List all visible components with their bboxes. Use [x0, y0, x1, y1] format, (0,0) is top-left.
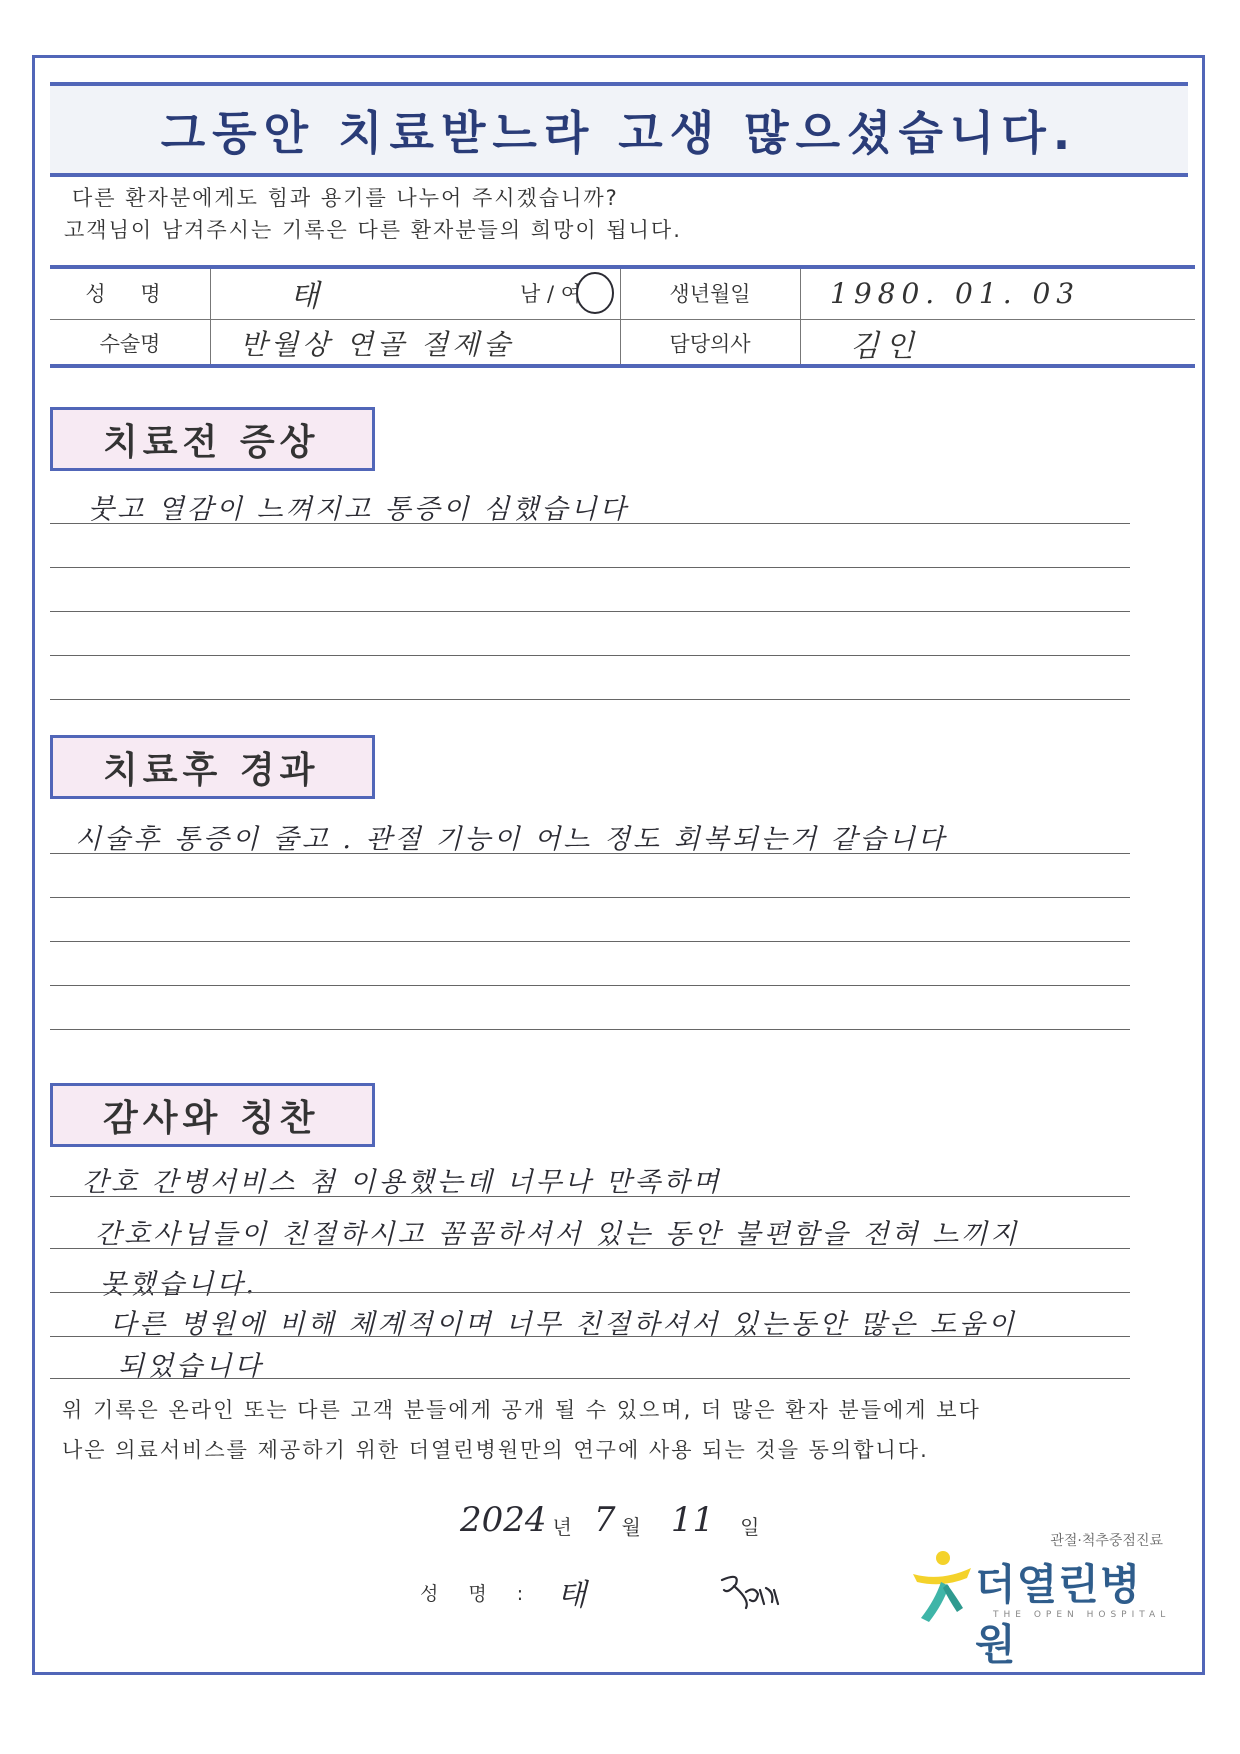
name-value[interactable]: 태 [290, 279, 319, 314]
writing-line [50, 567, 1130, 568]
date-year-suffix: 년 [552, 1515, 572, 1539]
handwritten-line[interactable]: 되었습니다 [118, 1351, 264, 1382]
writing-line [50, 1378, 1130, 1379]
writing-line [50, 985, 1130, 986]
signature-name[interactable]: 태 [557, 1578, 587, 1613]
writing-line [50, 1248, 1130, 1249]
date-day-suffix: 일 [740, 1515, 760, 1539]
logo-english: THE OPEN HOSPITAL [993, 1610, 1171, 1620]
person-mark-icon [907, 1548, 975, 1628]
signature-row [420, 1570, 786, 1614]
handwritten-line[interactable]: 간호 간병서비스 첨 이용했는데 너무나 만족하며 [82, 1167, 722, 1198]
writing-line [50, 853, 1130, 854]
handwritten-line[interactable]: 붓고 열감이 느껴지고 통증이 심했습니다 [88, 494, 629, 525]
handwritten-line[interactable]: 다른 병원에 비해 체계적이며 너무 친절하셔서 있는동안 많은 도움이 [110, 1309, 1017, 1340]
section-heading-after: 치료후 경과 [50, 735, 375, 799]
handwritten-line[interactable]: 못했습니다. [100, 1269, 257, 1300]
date-month[interactable]: 7 [593, 1500, 616, 1540]
gender-selector[interactable] [520, 269, 581, 317]
writing-line [50, 699, 1130, 700]
writing-line [50, 1196, 1130, 1197]
writing-line [50, 1292, 1130, 1293]
doctor-value[interactable]: 김인 [850, 329, 920, 364]
writing-line [50, 523, 1130, 524]
writing-line [50, 897, 1130, 898]
date-month-suffix: 월 [621, 1515, 641, 1539]
consent-line-2: 나은 의료서비스를 제공하기 위한 더열린병원만의 연구에 사용 되는 것을 동의합니다. [62, 1438, 929, 1462]
surgery-value[interactable]: 반월상 연골 절제술 [240, 328, 515, 361]
gender-options: 남 / 여 [520, 282, 581, 306]
writing-line [50, 1029, 1130, 1030]
birth-value[interactable]: 1980. 01. 03 [830, 276, 1081, 310]
intro-line-1: 다른 환자분에게도 힘과 용기를 나누어 주시겠습니까? [72, 186, 619, 210]
handwritten-line[interactable]: 간호사님들이 친절하시고 꼼꼼하셔서 있는 동안 불편함을 전혀 느끼지 [95, 1219, 1020, 1250]
selected-circle-icon [574, 271, 616, 315]
logo-name: 더열린병원 [975, 1560, 1142, 1669]
writing-line [50, 611, 1130, 612]
writing-line [50, 655, 1130, 656]
name-label: 성 명 [85, 282, 175, 306]
hospital-logo [905, 1530, 1175, 1669]
section-heading-thanks: 감사와 칭찬 [50, 1083, 375, 1147]
date-day[interactable]: 11 [670, 1500, 715, 1540]
writing-line [50, 1336, 1130, 1337]
doctor-label: 담당의사 [669, 332, 751, 356]
handwritten-line[interactable]: 시술후 통증이 줄고 . 관절 기능이 어느 정도 회복되는거 같습니다 [75, 824, 947, 855]
surgery-label: 수술명 [99, 332, 161, 356]
info-col-divider [800, 269, 801, 364]
date-year[interactable]: 2024 [460, 1500, 547, 1540]
intro-line-2: 고객님이 남겨주시는 기록은 다른 환자분들의 희망이 됩니다. [64, 218, 682, 242]
writing-line [50, 941, 1130, 942]
signature-label: 성 명 : [420, 1582, 536, 1605]
signature-date [460, 1490, 759, 1540]
birth-label: 생년월일 [669, 282, 751, 306]
info-col-divider [210, 269, 211, 364]
patient-info-table [50, 265, 1195, 368]
handwritten-signature [716, 1570, 786, 1614]
section-heading-before: 치료전 증상 [50, 407, 375, 471]
logo-tagline: 관절·척추중점진료 [1050, 1533, 1163, 1549]
page-title: 그동안 치료받느라 고생 많으셨습니다. [160, 105, 1078, 160]
consent-line-1: 위 기록은 온라인 또는 다른 고객 분들에게 공개 될 수 있으며, 더 많은 환자 분들에게 보다 [62, 1398, 981, 1422]
title-banner [50, 82, 1188, 177]
